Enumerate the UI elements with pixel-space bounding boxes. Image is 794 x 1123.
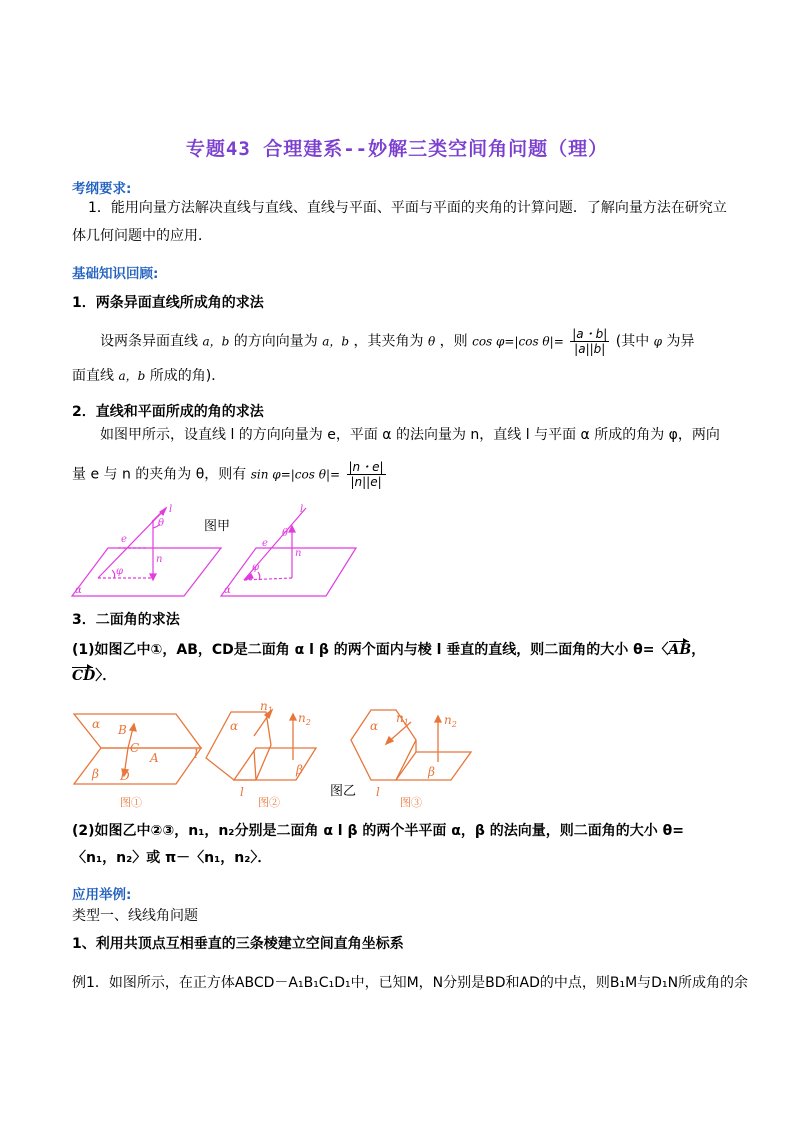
fig3-label-alpha: α [370, 719, 379, 733]
section-3-heading: 3．二面角的求法 [72, 612, 180, 628]
arrowhead [435, 716, 441, 722]
var-ab: a，b [202, 334, 230, 349]
label-theta: θ [282, 528, 289, 539]
section-3-line-2 [72, 666, 116, 686]
vector-CD: CD [72, 668, 96, 684]
vector-AB: AB [668, 642, 692, 658]
fig1-label-B: B [118, 723, 127, 737]
page-title: 专题43 合理建系--妙解三类空间角问题（理） [185, 138, 609, 160]
fig2-label-l: l [240, 785, 244, 799]
label-n: n [295, 548, 302, 559]
text: (其中 [615, 333, 650, 350]
angle-arc-phi [112, 570, 115, 578]
fig1-label-l: l [194, 747, 198, 761]
var-ab: a，b [118, 369, 146, 383]
text: 为异 [666, 333, 695, 350]
fig2-label-beta: β [296, 763, 303, 777]
exam-text-line-2: 体几何问题中的应用． [72, 228, 212, 244]
fraction-numerator: |n・e| [348, 460, 384, 474]
text: 面直线 [72, 368, 114, 384]
text: 量 e 与 n 的夹角为 θ，则有 [72, 466, 247, 483]
fig1-label-C: C [130, 741, 140, 755]
label-l: l [300, 504, 304, 515]
text: ，则 [439, 333, 468, 350]
fraction-denominator: |a||b| [574, 342, 606, 356]
fig3-caption: 图③ [400, 796, 422, 809]
label-theta: θ [158, 518, 165, 529]
fig1-label-D: D [120, 769, 130, 783]
label-alpha: α [224, 585, 231, 596]
fig1-label-A: A [150, 751, 159, 765]
basic-knowledge-heading: 基础知识回顾: [72, 266, 159, 282]
section-1-line-2 [72, 366, 225, 386]
fraction-numerator: |a・b| [572, 327, 608, 341]
section-3-part-2-line-1: (2)如图乙中②③，n₁，n₂分别是二面角 α l β 的两个半平面 α，β 的法向量，则二面角的大小 θ= [72, 823, 684, 839]
text: 设两条异面直线 [100, 333, 198, 350]
fraction [347, 460, 386, 489]
var-ab: a，b [322, 334, 350, 349]
fig1-label-alpha: α [92, 717, 101, 731]
arrowhead [150, 574, 156, 580]
plane-alpha-2 [221, 548, 356, 596]
type-1-heading: 类型一、线线角问题 [72, 908, 198, 924]
label-phi: φ [116, 566, 124, 577]
fig3-label-beta: β [428, 765, 435, 779]
fraction [570, 327, 609, 356]
type-1-subheading: 1、利用共顶点互相垂直的三条棱建立空间直角坐标系 [72, 936, 404, 952]
text: (1)如图乙中①，AB，CD是二面角 α l β 的两个面内与棱 l 垂直的直线，则二面角的大小 θ=〈 [72, 642, 669, 658]
section-1-heading: 1．两条异面直线所成角的求法 [72, 295, 264, 311]
figure-jia-caption: 图甲 [204, 519, 231, 534]
fig1-label-beta: β [92, 767, 99, 781]
exam-requirements-heading: 考纲要求: [72, 181, 132, 197]
fig2-label-n2: $n_2$ [298, 711, 311, 727]
arrowhead [290, 714, 296, 720]
fig2-label-n1: $n_1$ [260, 700, 273, 715]
var-phi: φ [653, 334, 663, 349]
fig2-plane-alpha [206, 712, 271, 780]
section-1-formula-line [100, 327, 695, 356]
label-n: n [156, 554, 163, 565]
section-3-line-1 [72, 640, 705, 660]
fig3-label-n1: $n_1$ [396, 711, 409, 727]
fig3-label-l: l [376, 785, 380, 799]
section-2-line-2 [72, 460, 388, 489]
text: 的方向向量为 [233, 333, 318, 350]
label-e: e [262, 538, 268, 549]
plane-alpha [72, 548, 221, 596]
section-2-line-1: 如图甲所示，设直线 l 的方向向量为 e，平面 α 的法向量为 n，直线 l 与平面 α 所成的角为 φ，两向 [100, 427, 720, 443]
fig2-edge-l [254, 750, 256, 780]
figure-yi [66, 700, 476, 815]
section-2-heading: 2．直线和平面所成的角的求法 [72, 404, 264, 420]
fig2-caption: 图② [258, 796, 280, 809]
label-e: e [121, 534, 127, 545]
text: 所成的角)． [149, 368, 226, 384]
text: 〉． [95, 668, 117, 684]
figure-yi-caption: 图乙 [330, 784, 357, 799]
cos-expression: cos φ=|cos θ|= [472, 334, 564, 349]
fig1-caption: 图① [120, 796, 142, 809]
label-l: l [169, 504, 173, 515]
label-alpha: α [75, 585, 82, 596]
section-3-part-2-line-2: 〈n₁，n₂〉或 π－〈n₁，n₂〉． [72, 850, 272, 866]
label-phi: φ [252, 562, 260, 573]
var-theta: θ [427, 334, 436, 349]
application-examples-heading: 应用举例: [72, 887, 132, 903]
example-1-text: 例1．如图所示，在正方体ABCD－A₁B₁C₁D₁中，已知M，N分别是BD和AD的中点，则B₁M与D₁N所成角的余 [72, 975, 749, 991]
exam-text-line-1: 1．能用向量方法解决直线与直线、直线与平面、平面与平面的夹角的计算问题．了解向量方法在研究立 [88, 200, 727, 216]
text: ，其夹角为 [353, 333, 424, 350]
fraction-denominator: |n||e| [350, 475, 382, 489]
fig3-label-n2: $n_2$ [444, 713, 457, 729]
angle-arc-phi-2 [258, 572, 260, 580]
fig2-label-alpha: α [230, 719, 239, 733]
sin-expression: sin φ=|cos θ|= [250, 467, 341, 482]
arrowhead [130, 724, 136, 731]
fig2-plane-beta [234, 748, 316, 780]
text: ， [691, 642, 706, 658]
